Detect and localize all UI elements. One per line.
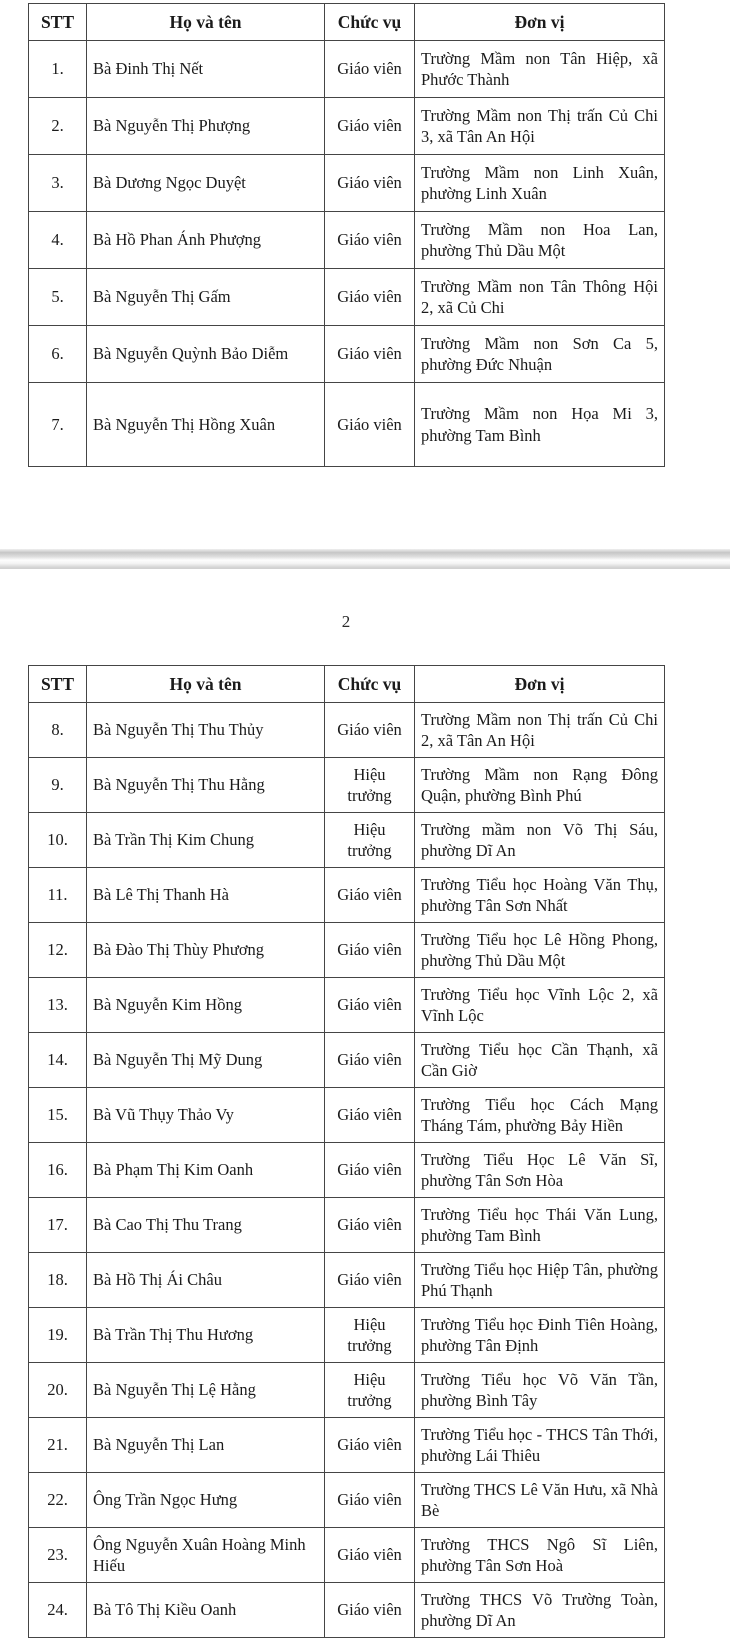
teacher-table-page-2 [28,665,665,1638]
row-position-cell: Giáo viên [325,326,415,383]
row-unit-cell: Trường Tiểu học - THCS Tân Thới, phường Lái Thiêu [415,1418,665,1473]
table-row [29,155,665,212]
table-row [29,758,665,813]
row-name-cell: Bà Phạm Thị Kim Oanh [87,1143,325,1198]
row-name-cell: Ông Trần Ngọc Hưng [87,1473,325,1528]
row-name-cell: Bà Nguyễn Quỳnh Bảo Diễm [87,326,325,383]
row-position-cell: Giáo viên [325,1253,415,1308]
row-number-cell: 21. [29,1418,87,1473]
row-name-cell: Bà Nguyễn Thị Thu Thủy [87,703,325,758]
table-row [29,1143,665,1198]
row-position-cell: Giáo viên [325,1198,415,1253]
table-row [29,868,665,923]
row-position-cell: Giáo viên [325,41,415,98]
row-name-cell: Bà Vũ Thụy Thảo Vy [87,1088,325,1143]
row-number-cell: 13. [29,978,87,1033]
row-number-cell: 16. [29,1143,87,1198]
row-name-cell: Bà Tô Thị Kiều Oanh [87,1583,325,1638]
table-row [29,923,665,978]
row-position-cell: Hiệu trưởng [325,1363,415,1418]
row-unit-cell: Trường Mầm non Thị trấn Củ Chi 3, xã Tân An Hội [415,98,665,155]
row-position-cell: Giáo viên [325,923,415,978]
row-number-cell: 2. [29,98,87,155]
table-header-row [29,4,665,41]
row-name-cell: Bà Nguyễn Thị Hồng Xuân [87,383,325,467]
row-position-cell: Giáo viên [325,155,415,212]
row-unit-cell: Trường Mầm non Tân Hiệp, xã Phước Thành [415,41,665,98]
row-number-cell: 15. [29,1088,87,1143]
row-name-cell: Bà Hồ Phan Ánh Phượng [87,212,325,269]
row-unit-cell: Trường Tiểu học Đinh Tiên Hoàng, phường Tân Định [415,1308,665,1363]
row-unit-cell: Trường Mầm non Rạng Đông Quận, phường Bình Phú [415,758,665,813]
row-unit-cell: Trường THCS Võ Trường Toàn, phường Dĩ An [415,1583,665,1638]
table-row [29,1033,665,1088]
row-number-cell: 24. [29,1583,87,1638]
row-number-cell: 6. [29,326,87,383]
row-name-cell: Bà Nguyễn Thị Gấm [87,269,325,326]
row-number-cell: 9. [29,758,87,813]
table-row [29,212,665,269]
table-row [29,1473,665,1528]
row-name-cell: Bà Đào Thị Thùy Phương [87,923,325,978]
row-name-cell: Bà Trần Thị Kim Chung [87,813,325,868]
row-name-cell: Bà Nguyễn Kim Hồng [87,978,325,1033]
row-position-cell: Giáo viên [325,212,415,269]
row-unit-cell: Trường THCS Ngô Sĩ Liên, phường Tân Sơn Hoà [415,1528,665,1583]
table-row [29,326,665,383]
row-name-cell: Bà Dương Ngọc Duyệt [87,155,325,212]
row-unit-cell: Trường Mầm non Hoa Lan, phường Thủ Dầu Một [415,212,665,269]
row-name-cell: Bà Nguyễn Thị Lệ Hằng [87,1363,325,1418]
row-number-cell: 14. [29,1033,87,1088]
row-position-cell: Giáo viên [325,1143,415,1198]
row-number-cell: 11. [29,868,87,923]
table-row [29,41,665,98]
row-number-cell: 22. [29,1473,87,1528]
row-name-cell: Bà Đinh Thị Nết [87,41,325,98]
row-unit-cell: Trường Tiểu học Hiệp Tân, phường Phú Thạnh [415,1253,665,1308]
table-row [29,813,665,868]
row-name-cell: Ông Nguyễn Xuân Hoàng Minh Hiếu [87,1528,325,1583]
column-header-unit: Đơn vị [415,4,665,41]
column-header-name: Họ và tên [87,666,325,703]
row-position-cell: Giáo viên [325,383,415,467]
table-row [29,383,665,467]
row-position-cell: Giáo viên [325,1418,415,1473]
column-header-stt: STT [29,4,87,41]
page-break-separator [0,549,730,569]
column-header-position: Chức vụ [325,4,415,41]
row-name-cell: Bà Nguyễn Thị Phượng [87,98,325,155]
row-unit-cell: Trường mầm non Võ Thị Sáu, phường Dĩ An [415,813,665,868]
row-unit-cell: Trường Tiểu học Võ Văn Tần, phường Bình Tây [415,1363,665,1418]
row-position-cell: Giáo viên [325,1088,415,1143]
row-name-cell: Bà Nguyễn Thị Mỹ Dung [87,1033,325,1088]
row-position-cell: Giáo viên [325,868,415,923]
row-unit-cell: Trường Tiểu học Vĩnh Lộc 2, xã Vĩnh Lộc [415,978,665,1033]
row-name-cell: Bà Cao Thị Thu Trang [87,1198,325,1253]
table-row [29,1583,665,1638]
row-name-cell: Bà Hồ Thị Ái Châu [87,1253,325,1308]
row-position-cell: Giáo viên [325,98,415,155]
row-unit-cell: Trường Tiểu học Lê Hồng Phong, phường Thủ Dầu Một [415,923,665,978]
teacher-table-page-1 [28,3,665,467]
row-position-cell: Hiệu trưởng [325,758,415,813]
column-header-stt: STT [29,666,87,703]
row-name-cell: Bà Nguyễn Thị Thu Hằng [87,758,325,813]
row-number-cell: 18. [29,1253,87,1308]
row-name-cell: Bà Lê Thị Thanh Hà [87,868,325,923]
row-position-cell: Giáo viên [325,978,415,1033]
row-number-cell: 5. [29,269,87,326]
table-row [29,269,665,326]
row-position-cell: Hiệu trưởng [325,1308,415,1363]
row-number-cell: 23. [29,1528,87,1583]
table-row [29,703,665,758]
column-header-name: Họ và tên [87,4,325,41]
row-number-cell: 3. [29,155,87,212]
row-unit-cell: Trường Tiểu Học Lê Văn Sĩ, phường Tân Sơn Hòa [415,1143,665,1198]
table-row [29,1088,665,1143]
row-unit-cell: Trường THCS Lê Văn Hưu, xã Nhà Bè [415,1473,665,1528]
row-unit-cell: Trường Mầm non Linh Xuân, phường Linh Xuân [415,155,665,212]
row-position-cell: Hiệu trưởng [325,813,415,868]
row-position-cell: Giáo viên [325,703,415,758]
column-header-unit: Đơn vị [415,666,665,703]
row-number-cell: 20. [29,1363,87,1418]
table-row [29,1308,665,1363]
row-name-cell: Bà Trần Thị Thu Hương [87,1308,325,1363]
row-number-cell: 4. [29,212,87,269]
row-number-cell: 8. [29,703,87,758]
row-unit-cell: Trường Tiểu học Cần Thạnh, xã Cần Giờ [415,1033,665,1088]
row-unit-cell: Trường Mầm non Họa Mi 3, phường Tam Bình [415,383,665,467]
table-row [29,1253,665,1308]
row-unit-cell: Trường Mầm non Sơn Ca 5, phường Đức Nhuận [415,326,665,383]
table-header-row [29,666,665,703]
table-row [29,1418,665,1473]
row-unit-cell: Trường Tiểu học Thái Văn Lung, phường Tam Bình [415,1198,665,1253]
row-unit-cell: Trường Mầm non Tân Thông Hội 2, xã Củ Chi [415,269,665,326]
table-row [29,1528,665,1583]
row-number-cell: 19. [29,1308,87,1363]
row-name-cell: Bà Nguyễn Thị Lan [87,1418,325,1473]
table-row [29,978,665,1033]
row-position-cell: Giáo viên [325,269,415,326]
row-number-cell: 17. [29,1198,87,1253]
table-row [29,1198,665,1253]
row-unit-cell: Trường Mầm non Thị trấn Củ Chi 2, xã Tân An Hội [415,703,665,758]
table-row [29,98,665,155]
page-number: 2 [341,612,351,631]
row-number-cell: 7. [29,383,87,467]
row-position-cell: Giáo viên [325,1473,415,1528]
row-unit-cell: Trường Tiểu học Cách Mạng Tháng Tám, phường Bảy Hiền [415,1088,665,1143]
row-position-cell: Giáo viên [325,1033,415,1088]
column-header-position: Chức vụ [325,666,415,703]
row-position-cell: Giáo viên [325,1528,415,1583]
row-number-cell: 12. [29,923,87,978]
table-row [29,1363,665,1418]
row-number-cell: 10. [29,813,87,868]
row-number-cell: 1. [29,41,87,98]
row-position-cell: Giáo viên [325,1583,415,1638]
row-unit-cell: Trường Tiểu học Hoàng Văn Thụ, phường Tân Sơn Nhất [415,868,665,923]
